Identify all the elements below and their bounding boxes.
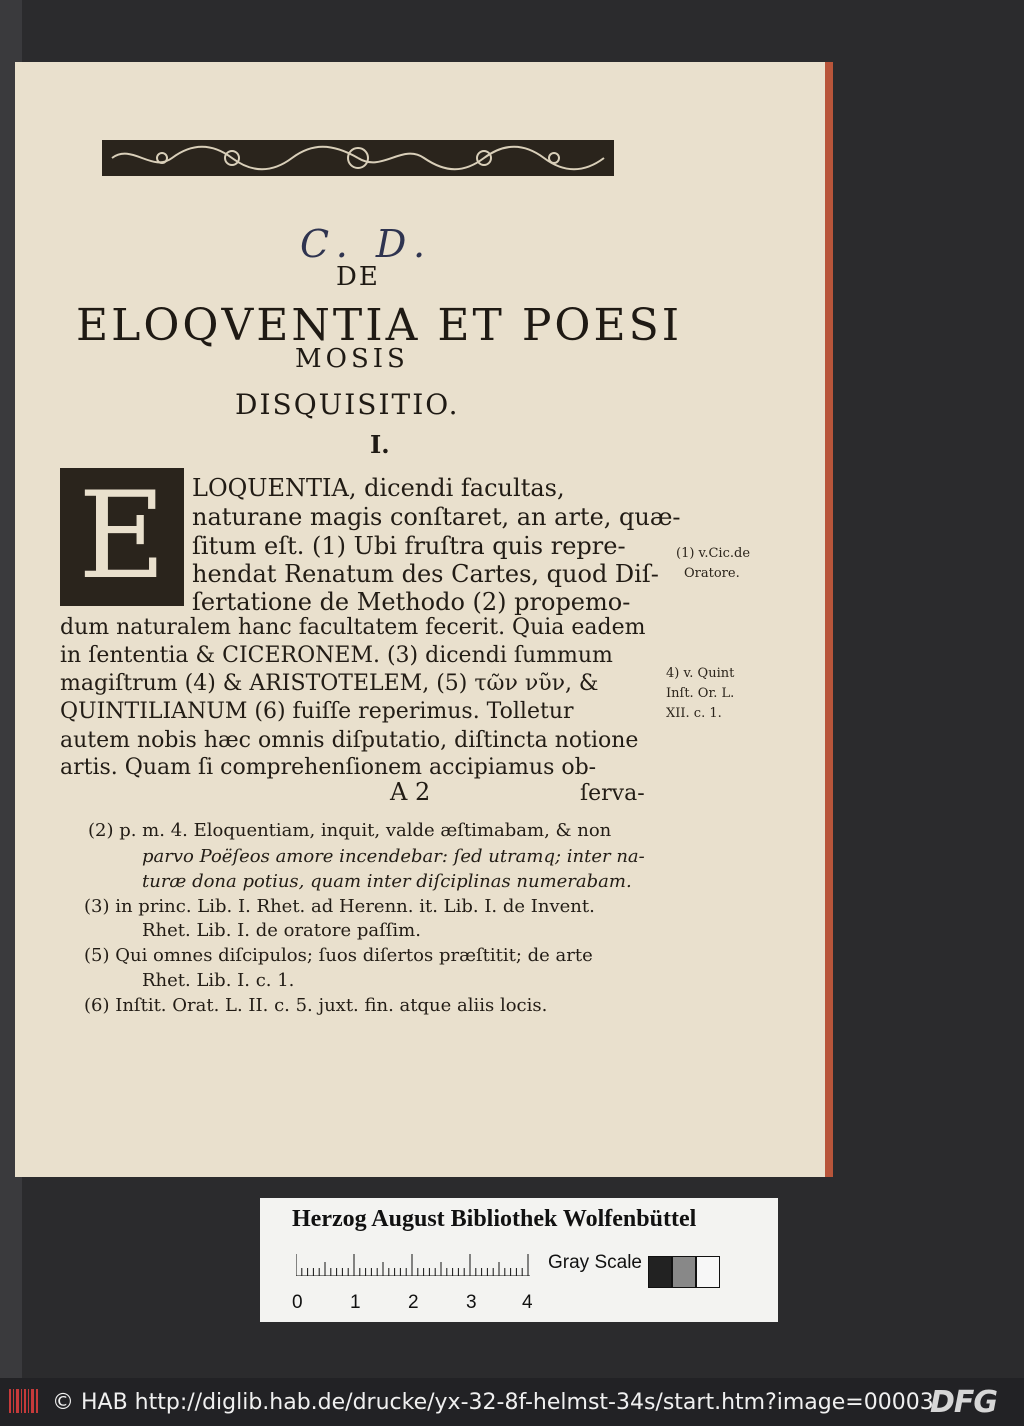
margin-note: Oratore. bbox=[684, 566, 740, 581]
footnote-line: Rhet. Lib. I. de oratore paſſim. bbox=[142, 920, 421, 941]
body-line: LOQUENTIA, dicendi facultas, bbox=[192, 474, 565, 502]
title-line-disquisitio: DISQUISITIO. bbox=[235, 388, 460, 421]
barcode-icon bbox=[8, 1386, 40, 1416]
body-line: naturane magis conſtaret, an arte, quæ- bbox=[192, 503, 681, 531]
margin-note: Inſt. Or. L. bbox=[666, 686, 735, 701]
gray-swatch-light bbox=[696, 1256, 720, 1288]
body-line: magiſtrum (4) & ARISTOTELEM, (5) τῶν νῦν, & bbox=[60, 671, 599, 696]
initial-letter: E bbox=[78, 467, 166, 606]
ruler-number: 0 bbox=[292, 1292, 303, 1313]
page-edge bbox=[825, 62, 833, 1177]
margin-note: 4) v. Quint bbox=[666, 666, 735, 681]
body-line: dum naturalem hanc facultatem fecerit. Quia eadem bbox=[60, 615, 646, 640]
footnote-line: (6) Inſtit. Orat. L. II. c. 5. juxt. fin. atque aliis locis. bbox=[84, 995, 548, 1016]
body-line: hendat Renatum des Cartes, quod Diſ- bbox=[192, 560, 659, 588]
footnote-line: turæ dona potius, quam inter diſciplinas numerabam. bbox=[142, 871, 632, 892]
gray-swatch-mid bbox=[672, 1256, 696, 1288]
signature-mark: A 2 bbox=[390, 778, 431, 806]
title-line-main: ELOQVENTIA ET POESI bbox=[76, 300, 683, 351]
section-number: I. bbox=[370, 430, 390, 459]
footnote-line: parvo Poëſeos amore incendebar: ſed utramq; inter na- bbox=[142, 846, 645, 867]
ruler-number: 1 bbox=[350, 1292, 361, 1313]
dfg-logo: DFG bbox=[930, 1385, 998, 1420]
ornament-band bbox=[102, 138, 614, 178]
footnote-line: Rhet. Lib. I. c. 1. bbox=[142, 970, 295, 991]
body-line: autem nobis hæc omnis diſputatio, diſtincta notione bbox=[60, 728, 639, 753]
body-line: QUINTILIANUM (6) fuiſſe reperimus. Tolletur bbox=[60, 699, 574, 724]
color-scale-card bbox=[260, 1198, 778, 1322]
body-line: artis. Quam ſi comprehenſionem accipiamus ob- bbox=[60, 755, 597, 780]
ruler-number: 4 bbox=[522, 1292, 533, 1313]
gray-swatch-dark bbox=[648, 1256, 672, 1288]
footnote-line: (2) p. m. 4. Eloquentiam, inquit, valde æſtimabam, & non bbox=[88, 820, 612, 841]
footnote-line: (3) in princ. Lib. I. Rhet. ad Herenn. it. Lib. I. de Invent. bbox=[84, 896, 595, 917]
copyright-url[interactable]: © HAB http://diglib.hab.de/drucke/yx-32-8f-helmst-34s/start.htm?image=00003 bbox=[52, 1390, 934, 1415]
library-name: Herzog August Bibliothek Wolfenbüttel bbox=[292, 1206, 697, 1232]
ruler-number: 2 bbox=[408, 1292, 419, 1313]
margin-note: XII. c. 1. bbox=[666, 706, 722, 721]
footnote-line: (5) Qui omnes diſcipulos; ſuos diſertos præſtitit; de arte bbox=[84, 945, 593, 966]
catchword: ſerva- bbox=[580, 781, 645, 806]
handwritten-annotation: C. D. bbox=[300, 222, 434, 266]
title-line-de: DE bbox=[336, 262, 380, 292]
margin-note: (1) v.Cic.de bbox=[676, 546, 751, 561]
ruler-scale bbox=[296, 1254, 530, 1276]
title-line-mosis: MOSIS bbox=[295, 344, 409, 374]
body-line: in ſententia & CICERONEM. (3) dicendi ſummum bbox=[60, 643, 613, 668]
ruler-number: 3 bbox=[466, 1292, 477, 1313]
body-line: ſertatione de Methodo (2) propemo- bbox=[192, 588, 631, 616]
decorated-initial bbox=[60, 468, 184, 606]
body-line: ſitum eſt. (1) Ubi fruſtra quis repre- bbox=[192, 532, 626, 560]
gray-scale-label: Gray Scale bbox=[548, 1252, 642, 1273]
